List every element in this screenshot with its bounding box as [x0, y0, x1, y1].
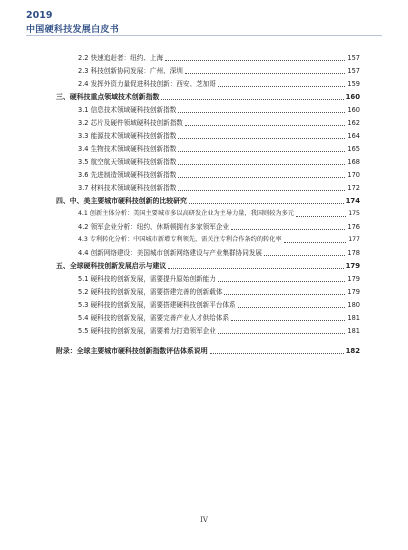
toc-entry-title: 4.4 创新网络建设：美国城市创新网络建设与产业集群协同发展	[78, 249, 263, 257]
toc-leader	[178, 164, 345, 165]
toc-section-title: 四、中、美主要城市硬科技创新的比较研究	[56, 197, 187, 205]
toc-entry[interactable]	[78, 52, 360, 64]
header-title: 中国硬科技发展白皮书	[26, 25, 120, 35]
toc-leader	[238, 307, 346, 308]
toc-entry-page: 179	[347, 275, 360, 283]
header-divider	[26, 35, 382, 36]
toc-leader	[185, 125, 346, 126]
toc-section[interactable]	[56, 260, 360, 272]
toc-entry-title: 4.3 专利转化分析：中国城市新增专利领先，需关注专利合作条约的转化率	[78, 236, 282, 243]
toc-leader	[210, 353, 344, 354]
toc-section-page: 160	[345, 93, 360, 101]
toc-leader	[168, 268, 343, 269]
toc-entry-page: 176	[347, 223, 360, 231]
page-number: IV	[200, 516, 208, 524]
toc-entry[interactable]	[78, 273, 360, 285]
toc-entry-page: 177	[348, 236, 360, 243]
toc-leader	[296, 216, 346, 217]
toc-leader	[185, 73, 346, 74]
toc-section[interactable]	[56, 195, 360, 207]
toc-leader	[284, 242, 347, 243]
toc-entry-page: 164	[347, 132, 360, 140]
toc-entry-page: 181	[347, 314, 360, 322]
toc-section-title: 五、全球硬科技创新发展启示与建议	[56, 262, 167, 270]
toc-entry-title: 3.2 芯片及硬件领域硬科技创新指数	[78, 119, 183, 127]
toc-entry[interactable]	[78, 312, 360, 324]
toc-entry[interactable]	[78, 299, 360, 311]
toc-entry-title: 3.6 先进制造领域硬科技创新指数	[78, 171, 177, 179]
toc-entry[interactable]	[78, 221, 360, 233]
toc-entry-title: 5.5 硬科技的创新发展，需要着力打造领军企业	[78, 327, 216, 335]
toc-entry[interactable]	[78, 325, 360, 337]
toc-entry-page: 181	[347, 327, 360, 335]
toc-leader	[218, 281, 346, 282]
toc-entry-page: 172	[347, 184, 360, 192]
toc-leader	[218, 86, 346, 87]
toc-leader	[231, 320, 345, 321]
toc-entry-title: 5.1 硬科技的创新发展，需要提升原始创新能力	[78, 275, 216, 283]
toc-entry-page: 157	[347, 54, 360, 62]
toc-entry[interactable]	[78, 117, 360, 129]
toc-leader	[231, 229, 345, 230]
toc-entry-title: 4.2 领军企业分析：纽约、休斯顿拥有多家领军企业	[78, 223, 230, 231]
toc-section-title: 三、硬科技重点领域技术创新指数	[56, 93, 160, 101]
toc-leader	[264, 255, 345, 256]
toc-entry-page: 179	[347, 288, 360, 296]
toc-leader	[165, 60, 345, 61]
toc-entry-title: 5.3 硬科技的创新发展，需要搭建硬科技创新平台体系	[78, 301, 236, 309]
toc-entry[interactable]	[78, 65, 360, 77]
toc-entry[interactable]	[78, 156, 360, 168]
toc-entry-page: 168	[347, 158, 360, 166]
toc-entry-page: 180	[347, 301, 360, 309]
toc-leader	[178, 177, 345, 178]
toc-entry[interactable]	[78, 78, 360, 90]
toc-entry[interactable]	[78, 104, 360, 116]
toc-leader	[161, 99, 343, 100]
toc-entry-title: 3.4 生物技术领域硬科技创新指数	[78, 145, 177, 153]
toc-entry-page: 175	[348, 210, 360, 217]
toc-section-page: 174	[345, 197, 360, 205]
toc-entry[interactable]	[78, 208, 360, 220]
toc-leader	[189, 203, 344, 204]
toc-entry-title: 3.5 航空航天领域硬科技创新指数	[78, 158, 177, 166]
toc-entry-page: 160	[347, 106, 360, 114]
toc-entry-title: 4.1 创新主体分析：美国主要城市多以高研发企业为主导力量，我国则较为多元	[78, 210, 294, 217]
toc-leader	[178, 138, 345, 139]
toc-entry-title: 2.2 快速追赶者：纽约、上海	[78, 54, 164, 62]
toc-entry-page: 162	[347, 119, 360, 127]
toc-entry[interactable]	[78, 182, 360, 194]
toc-leader	[178, 190, 345, 191]
toc-entry-title: 3.1 信息技术领域硬科技创新指数	[78, 106, 177, 114]
toc-entry-title: 3.3 能源技术领域硬科技创新指数	[78, 132, 177, 140]
toc-section-page: 179	[345, 262, 360, 270]
toc-entry-title: 3.7 材料技术领域硬科技创新指数	[78, 184, 177, 192]
toc-leader	[178, 112, 345, 113]
toc-entry-title: 2.4 发挥外资力量促进科技创新：西安、芝加哥	[78, 80, 216, 88]
header-year: 2019	[26, 10, 53, 21]
toc-appendix-title: 附录：全球主要城市硬科技创新指数评估体系说明	[56, 347, 208, 355]
toc-appendix[interactable]	[56, 345, 360, 357]
toc-entry-page: 165	[347, 145, 360, 153]
toc-entry-page: 170	[347, 171, 360, 179]
toc-leader	[224, 294, 345, 295]
toc-entry[interactable]	[78, 286, 360, 298]
toc-entry[interactable]	[78, 169, 360, 181]
toc-entry[interactable]	[78, 247, 360, 259]
toc-entry-page: 178	[347, 249, 360, 257]
toc-entry-title: 2.3 科技创新协同发展：广州、深圳	[78, 67, 183, 75]
toc-section[interactable]	[56, 91, 360, 103]
toc-appendix-page: 182	[345, 347, 360, 355]
toc-entry-title: 5.2 硬科技的创新发展，需要搭建完善的创新载体	[78, 288, 223, 296]
toc-leader	[218, 333, 346, 334]
toc-entry-title: 5.4 硬科技的创新发展，需要完善产业人才供给体系	[78, 314, 230, 322]
toc-entry[interactable]	[78, 143, 360, 155]
toc-entry[interactable]	[78, 130, 360, 142]
toc-leader	[178, 151, 345, 152]
toc-entry-page: 157	[347, 67, 360, 75]
toc-entry-page: 159	[347, 80, 360, 88]
toc-entry[interactable]	[78, 234, 360, 246]
